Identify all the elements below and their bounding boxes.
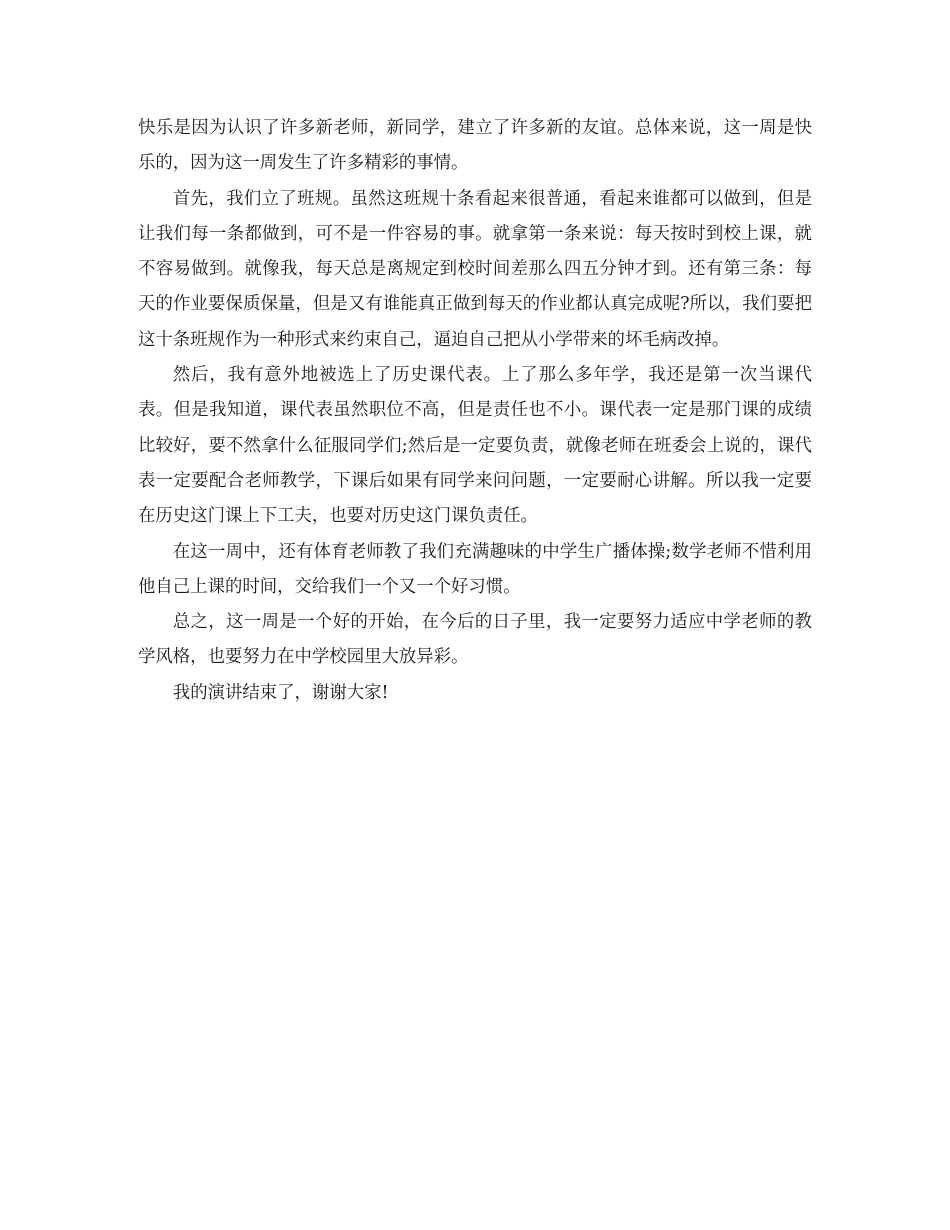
document-body <box>138 111 812 711</box>
paragraph-1: 快乐是因为认识了许多新老师，新同学，建立了许多新的友谊。总体来说，这一周是快乐的，因为这一周发生了许多精彩的事情。 <box>138 118 812 174</box>
paragraph-2: 首先，我们立了班规。虽然这班规十条看起来很普通，看起来谁都可以做到，但是让我们每一条都做到，可不是一件容易的事。就拿第一条来说：每天按时到校上课，就不容易做到。就像我，每天总是离规定到校时间差那么四五分钟才到。还有第三条：每天的作业要保质保量，但是又有谁能真正做到每天的作业都认真完成呢?所以，我们要把这十条班规作为一种形式来约束自己，逼迫自己把从小学带来的坏毛病改掉。 <box>138 188 812 350</box>
paragraph-5: 总之，这一周是一个好的开始，在今后的日子里，我一定要努力适应中学老师的教学风格，也要努力在中学校园里大放异彩。 <box>138 612 812 668</box>
paragraph-4: 在这一周中，还有体育老师教了我们充满趣味的中学生广播体操;数学老师不惜利用他自己上课的时间，交给我们一个又一个好习惯。 <box>138 541 812 597</box>
paragraph-6: 我的演讲结束了，谢谢大家! <box>172 682 389 703</box>
paragraph-3: 然后，我有意外地被选上了历史课代表。上了那么多年学，我还是第一次当课代表。但是我知道，课代表虽然职位不高，但是责任也不小。课代表一定是那门课的成绩比较好，要不然拿什么征服同学们;然后是一定要负责，就像老师在班委会上说的，课代表一定要配合老师教学，下课后如果有同学来问问题，一定要耐心讲解。所以我一定要在历史这门课上下工夫，也要对历史这门课负责任。 <box>138 365 812 527</box>
